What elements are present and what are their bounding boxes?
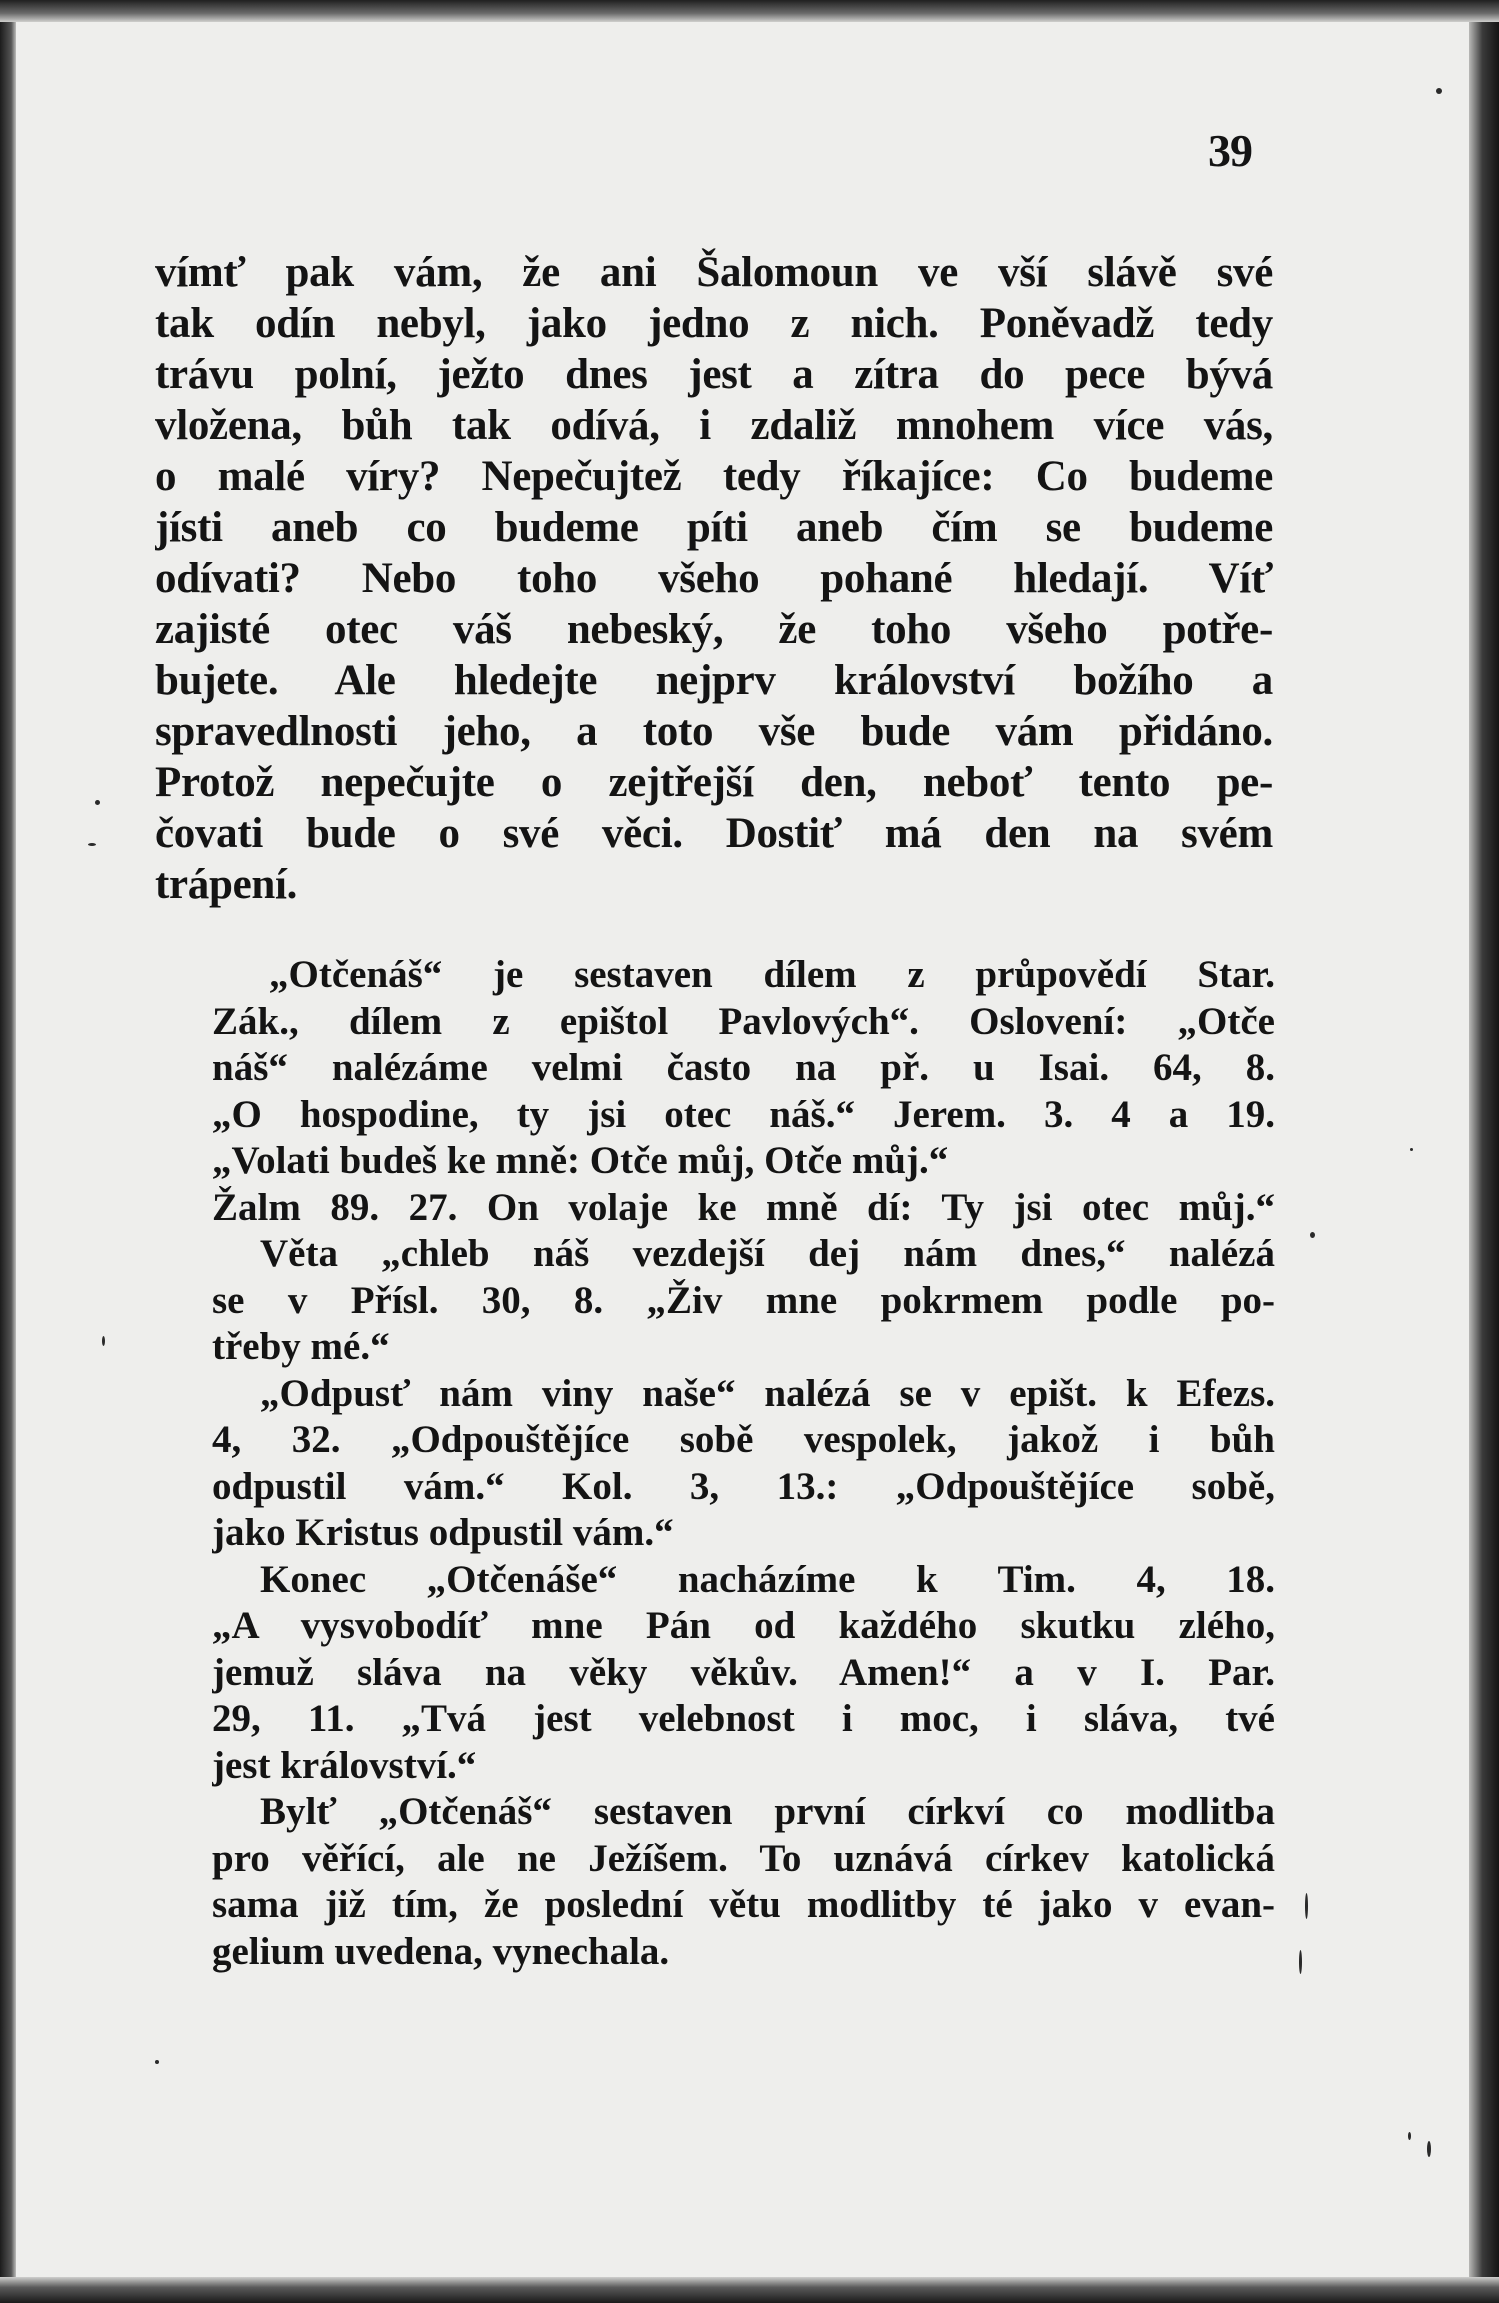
- scan-speck: [1408, 2132, 1411, 2140]
- text-line: trávu polní, ježto dnes jest a zítra do pece bývá: [155, 351, 1273, 398]
- text-line: 29, 11. „Tvá jest velebnost i moc, i sláva, tvé: [212, 1697, 1275, 1740]
- text-line: trápení.: [155, 861, 298, 908]
- text-line: vímť pak vám, že ani Šalomoun ve vší slávě své: [155, 249, 1273, 296]
- scan-speck: [1299, 1950, 1302, 1974]
- text-line: odívati? Nebo toho všeho pohané hledají. Víť: [155, 555, 1273, 602]
- scan-speck: [155, 2060, 159, 2064]
- text-line: spravedlnosti jeho, a toto vše bude vám přidáno.: [155, 708, 1273, 755]
- scan-speck: [95, 800, 100, 805]
- page-top-edge: [0, 0, 1499, 22]
- text-line: Žalm 89. 27. On volaje ke mně dí: Ty jsi otec můj.“: [212, 1185, 1275, 1229]
- text-line: náš“ nalézáme velmi často na př. u Isai. 64, 8.: [212, 1046, 1275, 1089]
- page-number: 39: [1208, 125, 1252, 176]
- text-line: gelium uvedena, vynechala.: [212, 1929, 670, 1973]
- scan-speck: [88, 843, 96, 846]
- text-line: se v Přísl. 30, 8. „Živ mne pokrmem podle po-: [212, 1278, 1275, 1322]
- text-line: pro věřící, ale ne Ježíšem. To uznává církev katolická: [212, 1836, 1275, 1880]
- text-line: Konec „Otčenáše“ nacházíme k Tim. 4, 18.: [260, 1557, 1275, 1601]
- text-line: Věta „chleb náš vezdejší dej nám dnes,“ nalézá: [260, 1232, 1275, 1275]
- scan-speck: [1436, 88, 1442, 94]
- text-line: Bylť „Otčenáš“ sestaven první církví co modlitba: [260, 1790, 1275, 1833]
- text-line: jest království.“: [212, 1743, 477, 1787]
- scan-speck: [1410, 1148, 1413, 1151]
- text-line: čovati bude o své věci. Dostiť má den na svém: [155, 810, 1273, 857]
- text-line: bujete. Ale hledejte nejprv království božího a: [155, 657, 1273, 704]
- text-line: třeby mé.“: [212, 1325, 390, 1368]
- text-line: zajisté otec váš nebeský, že toho všeho potře-: [155, 606, 1273, 653]
- scan-speck: [1305, 1893, 1308, 1919]
- text-line: „O hospodine, ty jsi otec náš.“ Jerem. 3. 4 a 19.: [212, 1092, 1275, 1136]
- scan-speck: [1310, 1232, 1315, 1238]
- text-line: tak odín nebyl, jako jedno z nich. Poněvadž tedy: [155, 300, 1273, 347]
- page-bottom-edge: [0, 2277, 1499, 2303]
- text-line: „A vysvobodíť mne Pán od každého skutku zlého,: [212, 1604, 1275, 1647]
- text-line: jemuž sláva na věky věkův. Amen!“ a v I. Par.: [212, 1650, 1275, 1694]
- text-line: jako Kristus odpustil vám.“: [212, 1511, 674, 1554]
- text-line: jísti aneb co budeme píti aneb čím se budeme: [155, 504, 1273, 551]
- text-line: Zák., dílem z epištol Pavlových“. Oslovení: „Otče: [212, 999, 1275, 1043]
- scan-speck: [102, 1336, 105, 1346]
- footnote-commentary: [212, 952, 1275, 1975]
- scan-speck: [1427, 2141, 1431, 2157]
- main-paragraph: [155, 247, 1273, 910]
- text-line: odpustil vám.“ Kol. 3, 13.: „Odpouštějíce sobě,: [212, 1464, 1275, 1508]
- text-line: sama již tím, že poslední větu modlitby té jako v evan-: [212, 1883, 1275, 1926]
- text-line: Protož nepečujte o zejtřejší den, neboť tento pe-: [155, 759, 1273, 806]
- text-line: „Odpusť nám viny naše“ nalézá se v epišt. k Efezs.: [260, 1371, 1275, 1415]
- text-line: „Otčenáš“ je sestaven dílem z průpovědí Star.: [269, 953, 1275, 996]
- text-line: o malé víry? Nepečujtež tedy říkajíce: Co budeme: [155, 453, 1273, 500]
- text-line: vložena, bůh tak odívá, i zdaliž mnohem více vás,: [155, 402, 1273, 449]
- text-line: „Volati budeš ke mně: Otče můj, Otče můj.“: [212, 1139, 949, 1182]
- page-left-edge: [0, 0, 16, 2303]
- text-line: 4, 32. „Odpouštějíce sobě vespolek, jakož i bůh: [212, 1418, 1275, 1461]
- page-right-edge: [1469, 0, 1499, 2303]
